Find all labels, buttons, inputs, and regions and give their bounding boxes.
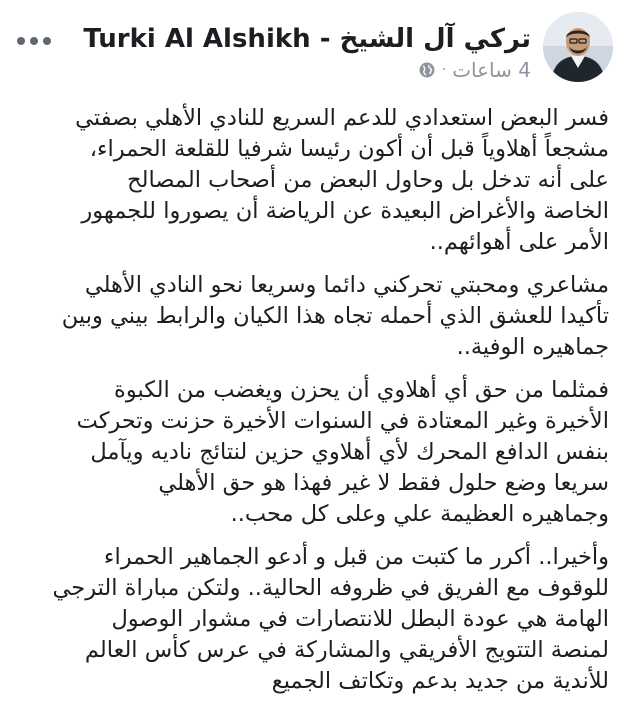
profile-photo — [543, 12, 613, 82]
more-options-button[interactable] — [14, 30, 54, 52]
more-options-icon — [17, 37, 25, 45]
more-options-icon — [30, 37, 38, 45]
post-header — [0, 0, 627, 100]
meta-separator: · — [441, 62, 447, 78]
post-body — [20, 103, 609, 709]
globe-icon[interactable] — [418, 61, 436, 79]
author-name[interactable]: تركي آل الشيخ - Turki Al Alshikh — [83, 24, 531, 54]
more-options-icon — [43, 37, 51, 45]
post-meta — [418, 58, 531, 82]
post-timestamp[interactable]: 4 ساعات — [452, 58, 531, 82]
post-paragraph: مشاعري ومحبتي تحركني دائما وسريعا نحو النادي الأهلي تأكيدا للعشق الذي أحمله تجاه هذا الكيان والرابط بيني وبين جماهيره الوفية.. — [61, 272, 609, 360]
avatar[interactable] — [543, 12, 613, 82]
post-paragraph: فمثلما من حق أي أهلاوي أن يحزن ويغضب من الكبوة الأخيرة وغير المعتادة في السنوات الأخيرة حزنت وتحركت بنفس الدافع المحرك لأي أهلاوي حزين لنتائج ناديه ويآمل سريعا وضع حلول فقط لا غير فهذا هو حق الأهلي وجماهيره العظيمة علي وعلى كل محب.. — [76, 377, 609, 527]
post-paragraph: وأخيرا.. أكرر ما كتبت من قبل و أدعو الجماهير الحمراء للوقوف مع الفريق في ظروفه الحالية.. ولتكن مباراة الترجي الهامة هي عودة البطل للانتصارات في مشوار الوصول لمنصة التتويج الأفريقي والمشاركة في عرس كأس العالم للأندية من جديد بدعم وتكاتف الجميع — [52, 544, 609, 694]
post-paragraph: فسر البعض استعدادي للدعم السريع للنادي الأهلي بصفتي مشجعاً أهلاوياً قبل أن أكون رئيسا شرفيا للقلعة الحمراء، على أنه تدخل بل وحاول البعض من أصحاب المصالح الخاصة والأغراض البعيدة عن الرياضة أن يصوروا للجمهور الأمر على أهوائهم.. — [75, 105, 609, 255]
